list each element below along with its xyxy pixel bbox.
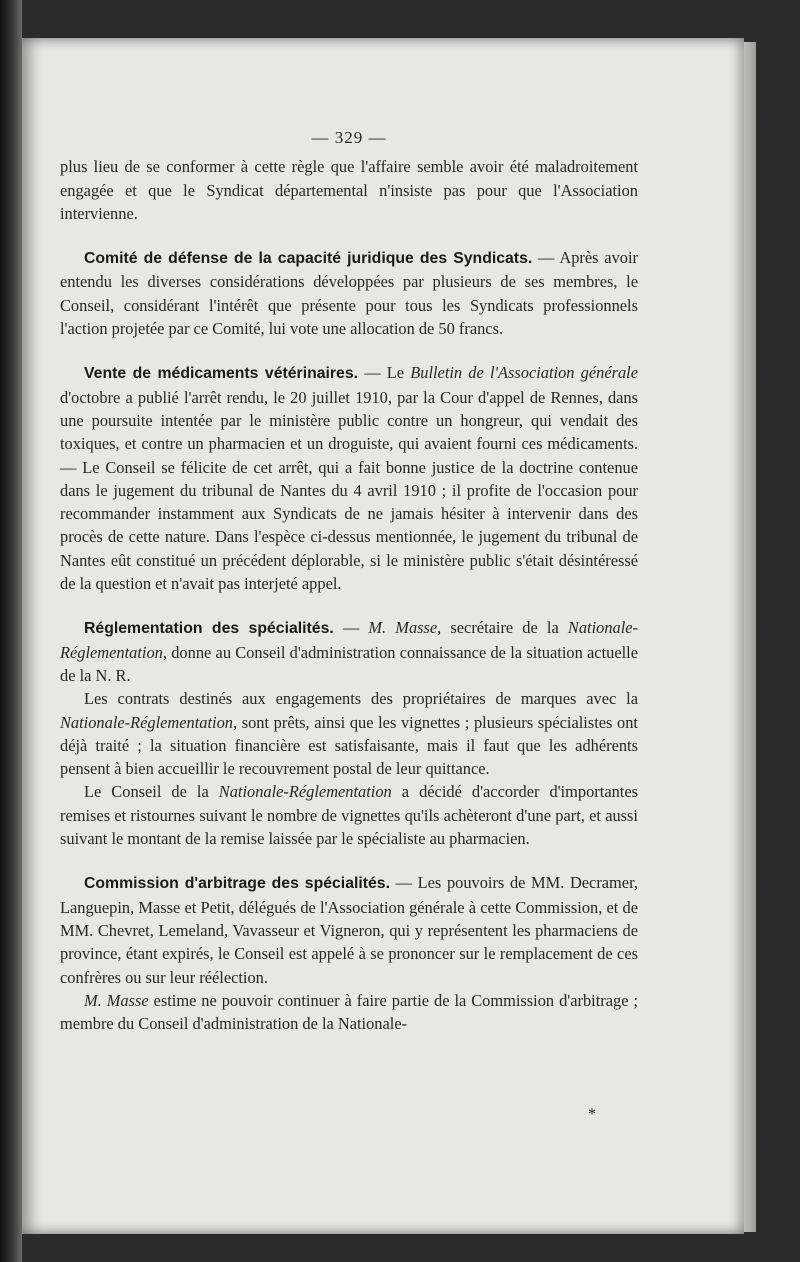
page-content [60,126,638,1035]
section-text: , secrétaire de la [437,618,568,638]
section-heading: Réglementation des spécialités. [84,620,334,638]
section-text: estime ne pouvoir continuer à faire partie de la Commission d'arbitrage ; membre du Conseil d'administration de la Nationale- [60,990,638,1034]
section-text: — Le [358,363,411,383]
section-italic: Nationale-Réglementation [218,782,392,802]
section-text: Les contrats destinés aux engagements des propriétaires de marques avec la [84,689,638,709]
section-text: , sont prêts, ainsi que les vignettes ; plusieurs spécialistes ont déjà traité ; la situation financière est satisfaisante, mais il faut que les adhérents pensent à bien accueillir le recouvrement postal de leur quittance. [60,712,638,779]
section-text: a décidé d'accorder d'importantes remises et ristournes suivant le nombre de vignettes qu'ils achèteront d'une part, et aussi suivant le montant de la remise laissée par le spécialiste au pharmacien. [60,782,638,849]
commission-paragraph-2 [60,989,638,1036]
section-text: — [333,618,369,638]
book-page [22,38,744,1234]
section-comite-defense [60,246,638,340]
reglementation-paragraph-2 [60,687,638,780]
page-number: — 329 — [311,128,387,147]
section-text: , donne au Conseil d'administration connaissance de la situation actuelle de la N. R. [60,642,638,685]
section-text: Le Conseil de la [84,782,219,802]
section-heading: Vente de médicaments vétérinaires. [84,365,359,383]
reglementation-paragraph-3 [60,780,638,850]
section-heading: Comité de défense de la capacité juridique des Syndicats. [84,250,533,268]
section-text: — Après avoir entendu les diverses considérations développées par plusieurs de ses membres, le Conseil, considérant l'intérêt que présente pour tous les Syndicats professionnels l'action projetée par ce Comité, lui vote une allocation de 50 francs. [60,248,638,339]
section-heading: Commission d'arbitrage des spécialités. [84,875,390,893]
scan-binding-shadow [0,0,22,1262]
section-vente-medicaments [60,361,638,595]
signature-mark: * [588,1106,596,1123]
intro-paragraph: plus lieu de se conformer à cette règle que l'affaire semble avoir été maladroitement engagée et que le Syndicat départemental n'insiste pas pour que l'Association intervienne. [60,157,638,223]
section-italic: M. Masse [368,618,438,638]
section-italic: Nationale-Réglementation [60,712,233,732]
section-italic: Nationale-Réglementation [60,618,638,662]
section-commission-arbitrage [60,871,638,988]
section-italic: Bulletin de l'Association générale [410,363,638,383]
section-italic: M. Masse [84,990,149,1010]
section-reglementation [60,616,638,687]
section-text: d'octobre a publié l'arrêt rendu, le 20 juillet 1910, par la Cour d'appel de Rennes, dans une poursuite intentée par le ministère public contre un hongreur, qui vendait des toxiques, et contre un pharmacien et un droguiste, qui avaient fourni ces médicaments. — Le Conseil se félicite de cet arrêt, qui a fait bonne justice de la doctrine contenue dans le jugement du tribunal de Nantes du 4 avril 1910 ; il profite de l'occasion pour recommander instamment aux Syndicats de ne jamais hésiter à intervenir dans des procès de cette nature. Dans l'espèce ci-dessus mentionnée, le jugement du tribunal de Nantes eût constitué un précédent déplorable, si le ministère public s'était désintéressé de la question et n'avait pas interjeté appel. [60,387,638,594]
section-text: — Les pouvoirs de MM. Decramer, Languepin, Masse et Petit, délégués de l'Association générale à cette Commission, et de MM. Chevret, Lemeland, Vavasseur et Vigneron, qui y représentent les pharmaciens de province, étant expirés, le Conseil est appelé à se prononcer sur le remplacement de ces confrères ou sur leur réélection. [60,873,638,987]
